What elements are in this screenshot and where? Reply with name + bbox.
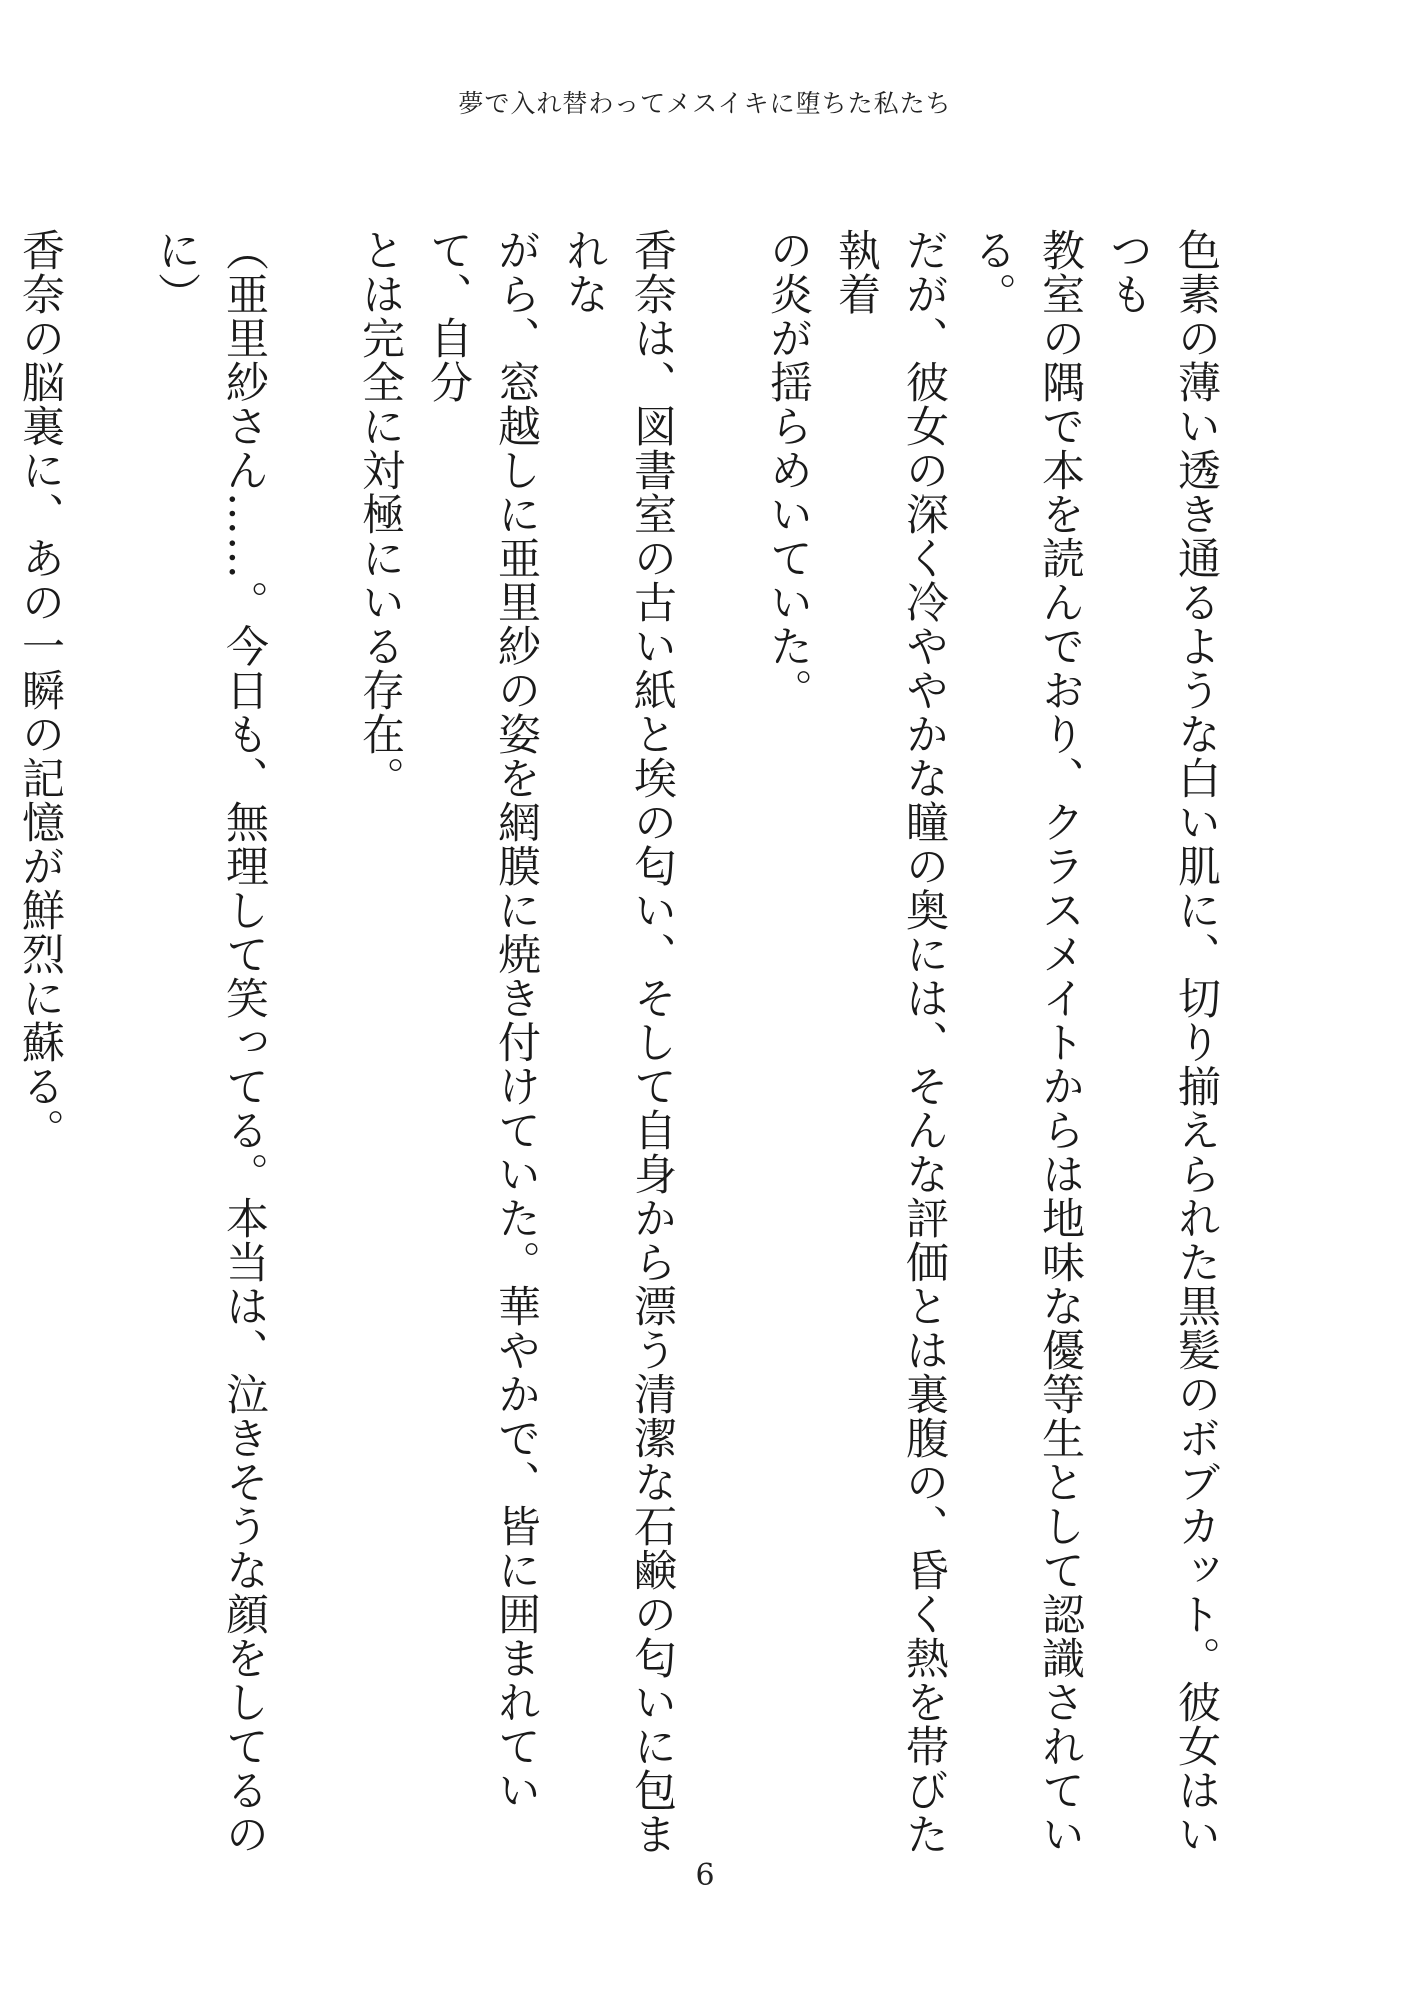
text-column: がら、窓越しに亜里紗の姿を網膜に焼き付けていた。華やかで、皆に囲まれていて、自分 [423, 228, 541, 1812]
running-header-title: 夢で入れ替わってメスイキに堕ちた私たち [458, 89, 952, 118]
text-column: 教室の隅で本を読んでおり、クラスメイトからは地味な優等生として認識されている。 [967, 228, 1085, 1856]
text-column: だが、彼女の深く冷ややかな瞳の奥には、そんな評価とは裏腹の、昏く熱を帯びた執着 [831, 228, 949, 1856]
page-number: 6 [695, 1858, 715, 1893]
blank-column [278, 228, 346, 1868]
text-column: （亜里紗さん……。今日も、無理して笑ってる。本当は、泣きそうな顔をしてるのに） [151, 228, 269, 1856]
text-column: 香奈の脳裏に、あの一瞬の記憶が鮮烈に蘇る。 [15, 228, 65, 1152]
text-column: 香奈は、図書室の古い紙と埃の匂い、そして自身から漂う清潔な石鹸の匂いに包まれな [559, 228, 677, 1856]
text-column: 色素の薄い透き通るような白い肌に、切り揃えられた黒髪のボブカット。彼女はいつも [1103, 228, 1221, 1856]
blank-column [686, 228, 754, 1868]
text-column: の炎が揺らめいていた。 [763, 228, 813, 712]
blank-column [74, 228, 142, 1868]
vertical-body-text [15, 228, 1230, 1868]
text-column: とは完全に対極にいる存在。 [355, 228, 405, 800]
